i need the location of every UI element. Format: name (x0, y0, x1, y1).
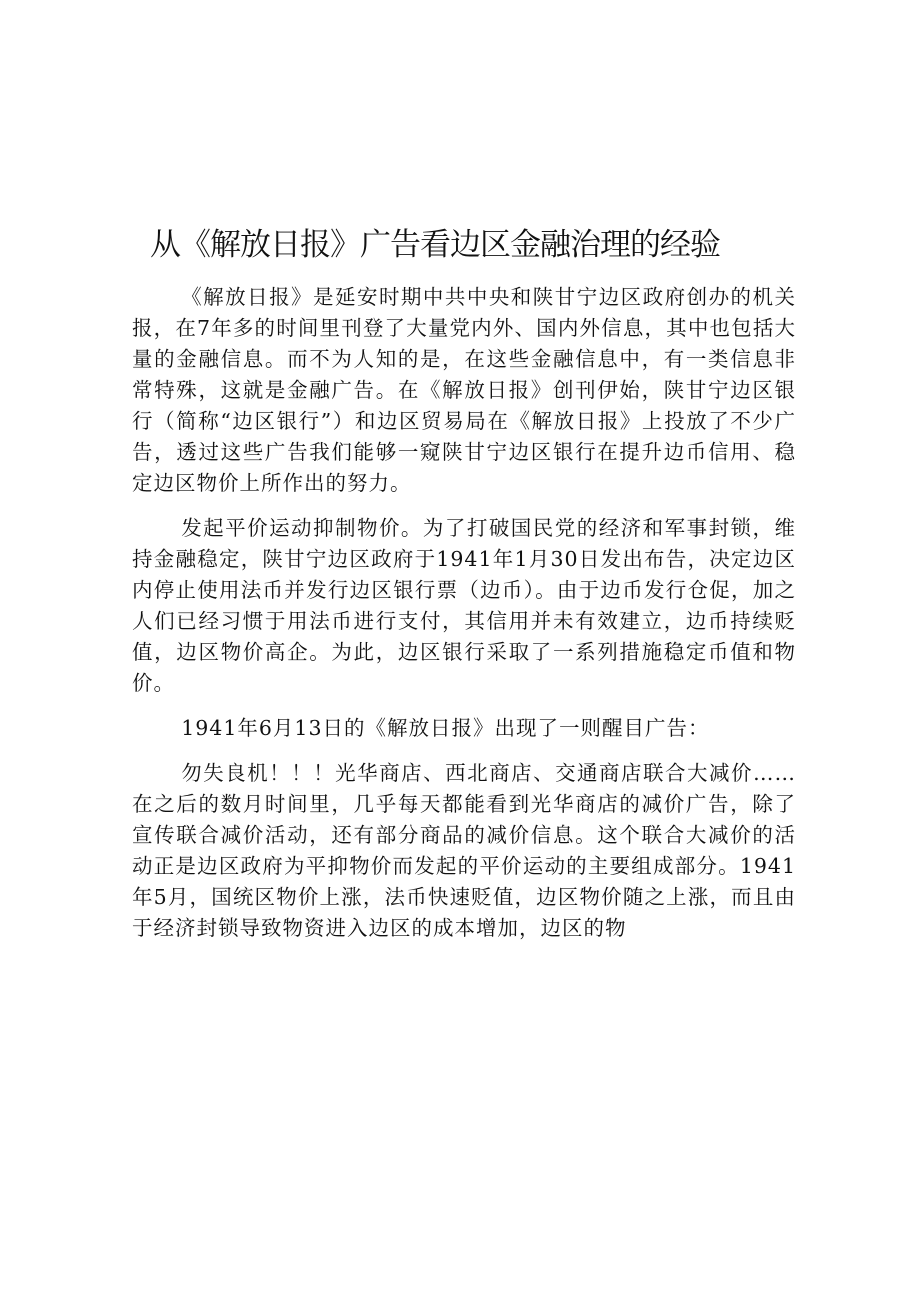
paragraph-ad-content: 勿失良机！！！光华商店、西北商店、交通商店联合大减价……在之后的数月时间里，几乎每天都能看到光华商店的减价广告，除了宣传联合减价活动，还有部分商品的减价信息。这个联合大减价的活动正是边区政府为平抑物价而发起的平价运动的主要组成部分。1941年5月，国统区物价上涨，法币快速贬值，边区物价随之上涨，而且由于经济封锁导致物资进入边区的成本增加，边区的物 (132, 761, 796, 940)
document-title: 从《解放日报》广告看边区金融治理的经验 (150, 227, 720, 263)
paragraph-price-campaign: 发起平价运动抑制物价。为了打破国民党的经济和军事封锁，维持金融稳定，陕甘宁边区政府于1941年1月30日发出布告，决定边区内停止使用法币并发行边区银行票（边币）。由于边币发行仓促，加之人们已经习惯于用法币进行支付，其信用并未有效建立，边币持续贬值，边区物价高企。为此，边区银行采取了一系列措施稳定币值和物价。 (132, 516, 796, 695)
document-body (132, 282, 796, 958)
paragraph-ad-date: 1941年6月13日的《解放日报》出现了一则醒目广告： (181, 716, 710, 740)
paragraph-intro: 《解放日报》是延安时期中共中央和陕甘宁边区政府创办的机关报，在7年多的时间里刊登了大量党内外、国内外信息，其中也包括大量的金融信息。而不为人知的是，在这些金融信息中，有一类信息非常特殊，这就是金融广告。在《解放日报》创刊伊始，陕甘宁边区银行（简称“边区银行”）和边区贸易局在《解放日报》上投放了不少广告，透过这些广告我们能够一窥陕甘宁边区银行在提升边币信用、稳定边区物价上所作出的努力。 (132, 285, 796, 495)
